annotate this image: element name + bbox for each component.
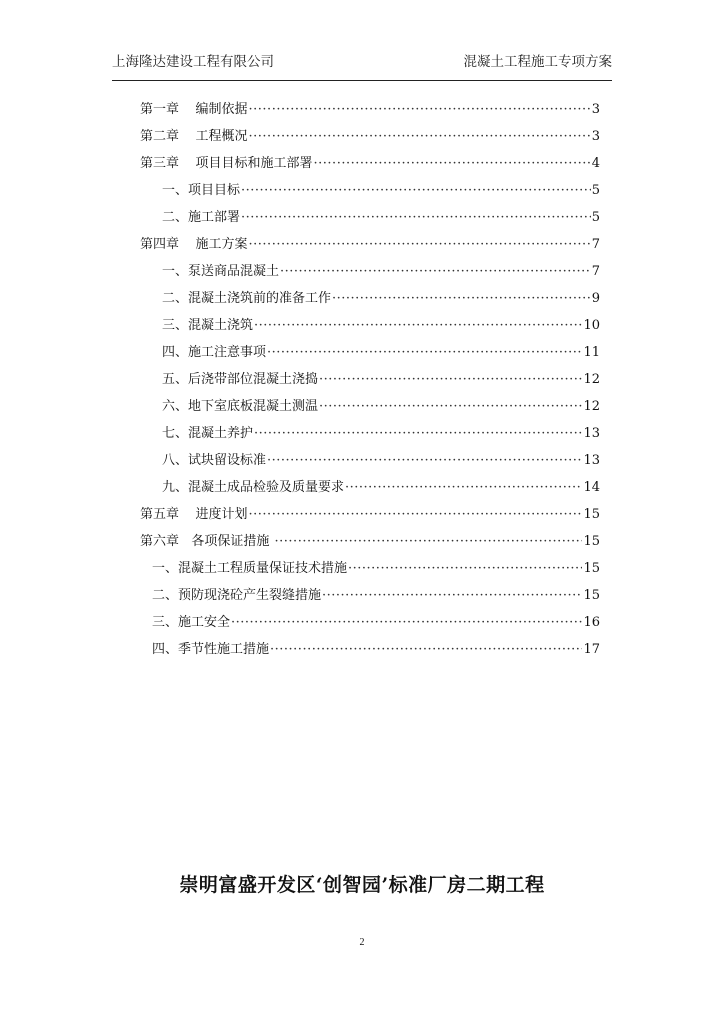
toc-entry-page: 17: [583, 642, 600, 657]
toc-entry-label: 第一章 编制依据: [140, 102, 248, 117]
toc-entry[interactable]: [140, 609, 600, 636]
toc-entry-page: 13: [583, 426, 600, 441]
toc-entry[interactable]: [140, 555, 600, 582]
toc-entry-page: 15: [583, 507, 600, 522]
toc-entry[interactable]: [140, 447, 600, 474]
table-of-contents: [140, 96, 600, 663]
toc-entry[interactable]: [140, 582, 600, 609]
toc-dot-leader: [275, 528, 583, 555]
toc-dot-leader: [249, 501, 583, 528]
toc-entry-label: 二、施工部署: [162, 210, 241, 225]
toc-entry-page: 3: [591, 102, 600, 117]
toc-entry-label: 第二章 工程概况: [140, 129, 248, 144]
toc-entry[interactable]: [140, 474, 600, 501]
toc-entry-label: 三、混凝土浇筑: [162, 318, 254, 333]
page-number: 2: [359, 937, 365, 948]
document-title: 混凝土工程施工专项方案: [463, 54, 612, 70]
toc-entry-label: 一、项目目标: [162, 183, 241, 198]
toc-entry-page: 5: [591, 210, 600, 225]
toc-entry[interactable]: [140, 258, 600, 285]
toc-dot-leader: [319, 393, 582, 420]
toc-dot-leader: [267, 339, 582, 366]
toc-entry-page: 13: [583, 453, 600, 468]
toc-entry[interactable]: [140, 501, 600, 528]
toc-entry-label: 六、地下室底板混凝土测温: [162, 399, 319, 414]
toc-entry-label: 第六章 各项保证措施: [140, 534, 274, 549]
project-title: 崇明富盛开发区‘创智园’标准厂房二期工程: [179, 874, 545, 896]
toc-entry[interactable]: [140, 312, 600, 339]
toc-entry-label: 第四章 施工方案: [140, 237, 248, 252]
toc-dot-leader: [270, 636, 582, 663]
toc-dot-leader: [332, 285, 591, 312]
toc-dot-leader: [241, 177, 591, 204]
toc-entry-page: 5: [591, 183, 600, 198]
toc-entry-label: 四、季节性施工措施: [152, 642, 270, 657]
toc-entry[interactable]: [140, 636, 600, 663]
toc-entry-page: 3: [591, 129, 600, 144]
toc-entry-page: 7: [591, 237, 600, 252]
toc-dot-leader: [345, 474, 582, 501]
toc-entry[interactable]: [140, 231, 600, 258]
toc-entry-label: 第五章 进度计划: [140, 507, 248, 522]
toc-dot-leader: [241, 204, 591, 231]
toc-entry-label: 第三章 项目目标和施工部署: [140, 156, 313, 171]
toc-dot-leader: [249, 96, 591, 123]
toc-entry-page: 15: [583, 534, 600, 549]
toc-dot-leader: [267, 447, 582, 474]
company-name: 上海隆达建设工程有限公司: [112, 54, 274, 70]
toc-entry-page: 11: [583, 345, 600, 360]
toc-entry-page: 10: [583, 318, 600, 333]
toc-entry-label: 一、混凝土工程质量保证技术措施: [152, 561, 348, 576]
toc-entry-page: 12: [583, 372, 600, 387]
toc-dot-leader: [280, 258, 591, 285]
toc-dot-leader: [249, 123, 591, 150]
toc-dot-leader: [314, 150, 591, 177]
toc-entry-label: 二、混凝土浇筑前的准备工作: [162, 291, 332, 306]
toc-entry-label: 七、混凝土养护: [162, 426, 254, 441]
toc-entry-page: 15: [583, 561, 600, 576]
toc-entry-page: 7: [591, 264, 600, 279]
toc-dot-leader: [322, 582, 582, 609]
toc-entry-label: 四、施工注意事项: [162, 345, 267, 360]
toc-entry-page: 16: [583, 615, 600, 630]
toc-entry[interactable]: [140, 204, 600, 231]
toc-entry-page: 12: [583, 399, 600, 414]
toc-entry[interactable]: [140, 366, 600, 393]
toc-dot-leader: [348, 555, 582, 582]
toc-entry[interactable]: [140, 123, 600, 150]
toc-entry[interactable]: [140, 150, 600, 177]
toc-dot-leader: [319, 366, 582, 393]
toc-entry-page: 4: [591, 156, 600, 171]
toc-entry[interactable]: [140, 96, 600, 123]
toc-entry-label: 八、试块留设标准: [162, 453, 267, 468]
toc-entry[interactable]: [140, 177, 600, 204]
header-divider: [112, 80, 612, 81]
toc-entry-label: 九、混凝土成品检验及质量要求: [162, 480, 345, 495]
toc-entry[interactable]: [140, 339, 600, 366]
toc-dot-leader: [254, 312, 582, 339]
toc-entry-label: 二、预防现浇砼产生裂缝措施: [152, 588, 322, 603]
toc-entry[interactable]: [140, 285, 600, 312]
toc-entry-page: 14: [583, 480, 600, 495]
toc-entry[interactable]: [140, 420, 600, 447]
toc-entry-page: 15: [583, 588, 600, 603]
toc-entry[interactable]: [140, 393, 600, 420]
toc-entry-label: 一、泵送商品混凝土: [162, 264, 280, 279]
toc-entry-label: 三、施工安全: [152, 615, 231, 630]
toc-entry-label: 五、后浇带部位混凝土浇捣: [162, 372, 319, 387]
toc-dot-leader: [254, 420, 582, 447]
toc-entry-page: 9: [591, 291, 600, 306]
toc-entry[interactable]: [140, 528, 600, 555]
toc-dot-leader: [249, 231, 591, 258]
page-header: [112, 50, 612, 72]
toc-dot-leader: [231, 609, 582, 636]
